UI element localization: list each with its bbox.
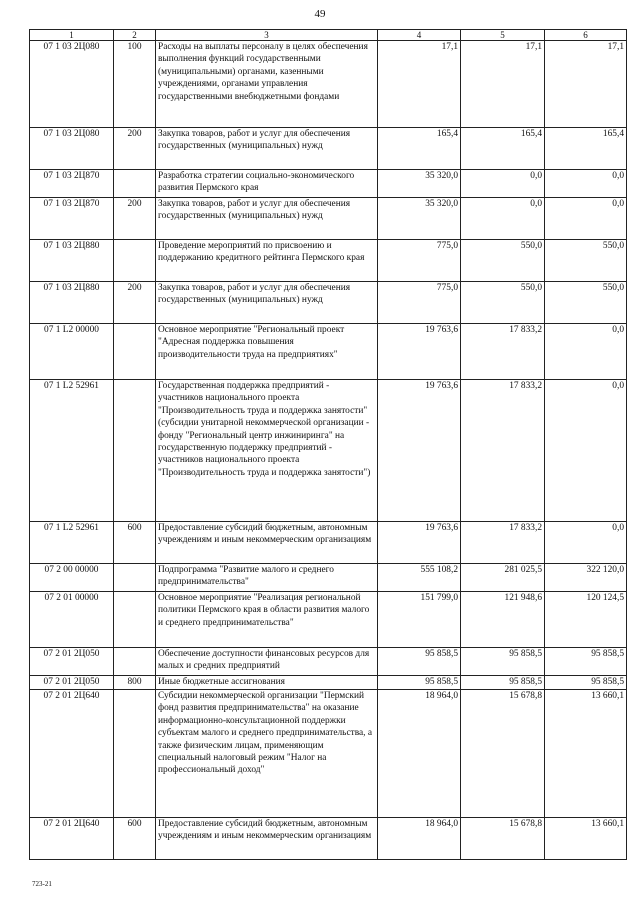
header-col-6: 6 xyxy=(545,30,627,41)
row-value-4: 17,1 xyxy=(378,41,461,128)
row-value-6: 120 124,5 xyxy=(545,592,627,648)
row-type xyxy=(114,564,156,592)
row-value-5: 165,4 xyxy=(461,128,545,170)
row-value-5: 17 833,2 xyxy=(461,380,545,522)
header-col-5: 5 xyxy=(461,30,545,41)
row-value-6: 0,0 xyxy=(545,198,627,240)
row-code: 07 1 03 2Ц080 xyxy=(30,41,114,128)
row-value-6: 13 660,1 xyxy=(545,818,627,860)
row-value-6: 0,0 xyxy=(545,324,627,380)
row-value-6: 322 120,0 xyxy=(545,564,627,592)
row-value-4: 775,0 xyxy=(378,282,461,324)
row-code: 07 1 L2 52961 xyxy=(30,522,114,564)
row-name: Основное мероприятие "Региональный проект "Адресная поддержка повышения производительности труда на предприятиях" xyxy=(156,324,378,380)
row-name: Предоставление субсидий бюджетным, автономным учреждениям и иным некоммерческим организациям xyxy=(156,522,378,564)
table-row xyxy=(30,380,627,522)
row-name: Иные бюджетные ассигнования xyxy=(156,676,378,690)
row-value-4: 19 763,6 xyxy=(378,324,461,380)
row-value-4: 35 320,0 xyxy=(378,170,461,198)
table-row xyxy=(30,198,627,240)
row-type: 200 xyxy=(114,282,156,324)
row-value-5: 15 678,8 xyxy=(461,818,545,860)
row-value-4: 95 858,5 xyxy=(378,676,461,690)
table-row xyxy=(30,592,627,648)
row-value-6: 165,4 xyxy=(545,128,627,170)
row-value-6: 95 858,5 xyxy=(545,676,627,690)
row-type: 600 xyxy=(114,818,156,860)
table-row xyxy=(30,282,627,324)
row-value-4: 151 799,0 xyxy=(378,592,461,648)
row-code: 07 1 03 2Ц870 xyxy=(30,198,114,240)
row-code: 07 1 L2 00000 xyxy=(30,324,114,380)
row-value-5: 550,0 xyxy=(461,240,545,282)
row-code: 07 1 L2 52961 xyxy=(30,380,114,522)
row-name: Подпрограмма "Развитие малого и среднего предпринимательства" xyxy=(156,564,378,592)
table-row xyxy=(30,240,627,282)
row-value-5: 17,1 xyxy=(461,41,545,128)
row-code: 07 2 01 2Ц640 xyxy=(30,690,114,818)
row-code: 07 1 03 2Ц080 xyxy=(30,128,114,170)
table-row xyxy=(30,564,627,592)
table-row xyxy=(30,128,627,170)
row-code: 07 2 00 00000 xyxy=(30,564,114,592)
row-name: Закупка товаров, работ и услуг для обеспечения государственных (муниципальных) нужд xyxy=(156,198,378,240)
row-type xyxy=(114,592,156,648)
row-type: 200 xyxy=(114,198,156,240)
table-row xyxy=(30,41,627,128)
row-value-4: 19 763,6 xyxy=(378,522,461,564)
row-type: 800 xyxy=(114,676,156,690)
table-row xyxy=(30,676,627,690)
row-value-4: 95 858,5 xyxy=(378,648,461,676)
row-value-6: 17,1 xyxy=(545,41,627,128)
header-col-3: 3 xyxy=(156,30,378,41)
row-value-6: 95 858,5 xyxy=(545,648,627,676)
row-type xyxy=(114,240,156,282)
page-number: 49 xyxy=(314,8,326,20)
row-value-5: 15 678,8 xyxy=(461,690,545,818)
row-value-6: 550,0 xyxy=(545,240,627,282)
row-value-4: 18 964,0 xyxy=(378,818,461,860)
row-value-4: 775,0 xyxy=(378,240,461,282)
table-row xyxy=(30,324,627,380)
row-type xyxy=(114,380,156,522)
row-type xyxy=(114,648,156,676)
row-value-4: 165,4 xyxy=(378,128,461,170)
table-row xyxy=(30,690,627,818)
row-type: 600 xyxy=(114,522,156,564)
table-row xyxy=(30,648,627,676)
row-code: 07 1 03 2Ц880 xyxy=(30,240,114,282)
row-name: Основное мероприятие "Реализация региональной политики Пермского края в области развития малого и среднего предпринимательства" xyxy=(156,592,378,648)
row-value-5: 0,0 xyxy=(461,198,545,240)
row-type: 200 xyxy=(114,128,156,170)
row-name: Государственная поддержка предприятий - участников национального проекта "Производительность труда и поддержка занятости" (субсидии унитарной некоммерческой организации - фонду "Региональный центр инжиниринга" на государственную поддержку предприятий - участников национального проекта "Производительность труда и поддержка занятости") xyxy=(156,380,378,522)
row-value-6: 13 660,1 xyxy=(545,690,627,818)
row-type xyxy=(114,170,156,198)
row-name: Расходы на выплаты персоналу в целях обеспечения выполнения функций государственными (муниципальными) органами, казенными учреждениями, органами управления государственными внебюджетными фондами xyxy=(156,41,378,128)
header-col-1: 1 xyxy=(30,30,114,41)
row-type: 100 xyxy=(114,41,156,128)
row-type xyxy=(114,324,156,380)
row-value-6: 550,0 xyxy=(545,282,627,324)
row-code: 07 2 01 2Ц050 xyxy=(30,676,114,690)
row-name: Предоставление субсидий бюджетным, автономным учреждениям и иным некоммерческим организациям xyxy=(156,818,378,860)
header-col-4: 4 xyxy=(378,30,461,41)
row-value-5: 17 833,2 xyxy=(461,522,545,564)
row-value-4: 18 964,0 xyxy=(378,690,461,818)
budget-table xyxy=(29,29,627,860)
row-value-5: 121 948,6 xyxy=(461,592,545,648)
row-value-4: 555 108,2 xyxy=(378,564,461,592)
row-type xyxy=(114,690,156,818)
row-code: 07 2 01 2Ц640 xyxy=(30,818,114,860)
row-value-5: 281 025,5 xyxy=(461,564,545,592)
row-name: Проведение мероприятий по присвоению и поддержанию кредитного рейтинга Пермского края xyxy=(156,240,378,282)
row-code: 07 2 01 00000 xyxy=(30,592,114,648)
row-value-4: 35 320,0 xyxy=(378,198,461,240)
row-value-6: 0,0 xyxy=(545,170,627,198)
row-value-5: 550,0 xyxy=(461,282,545,324)
row-value-6: 0,0 xyxy=(545,380,627,522)
row-name: Субсидии некоммерческой организации "Пермский фонд развития предпринимательства" на оказание информационно-консультационной поддержки субъектам малого и среднего предпринимательства, а также физическим лицам, применяющим специальный налоговый режим "Налог на профессиональный доход" xyxy=(156,690,378,818)
row-value-5: 95 858,5 xyxy=(461,648,545,676)
row-name: Обеспечение доступности финансовых ресурсов для малых и средних предприятий xyxy=(156,648,378,676)
row-name: Закупка товаров, работ и услуг для обеспечения государственных (муниципальных) нужд xyxy=(156,282,378,324)
table-row xyxy=(30,522,627,564)
table-row xyxy=(30,818,627,860)
row-value-5: 17 833,2 xyxy=(461,324,545,380)
row-code: 07 2 01 2Ц050 xyxy=(30,648,114,676)
row-code: 07 1 03 2Ц870 xyxy=(30,170,114,198)
document-code: 723-21 xyxy=(32,880,52,888)
header-row xyxy=(30,30,627,41)
row-value-5: 95 858,5 xyxy=(461,676,545,690)
row-value-5: 0,0 xyxy=(461,170,545,198)
row-name: Разработка стратегии социально-экономического развития Пермского края xyxy=(156,170,378,198)
row-code: 07 1 03 2Ц880 xyxy=(30,282,114,324)
row-name: Закупка товаров, работ и услуг для обеспечения государственных (муниципальных) нужд xyxy=(156,128,378,170)
row-value-4: 19 763,6 xyxy=(378,380,461,522)
row-value-6: 0,0 xyxy=(545,522,627,564)
table-row xyxy=(30,170,627,198)
header-col-2: 2 xyxy=(114,30,156,41)
